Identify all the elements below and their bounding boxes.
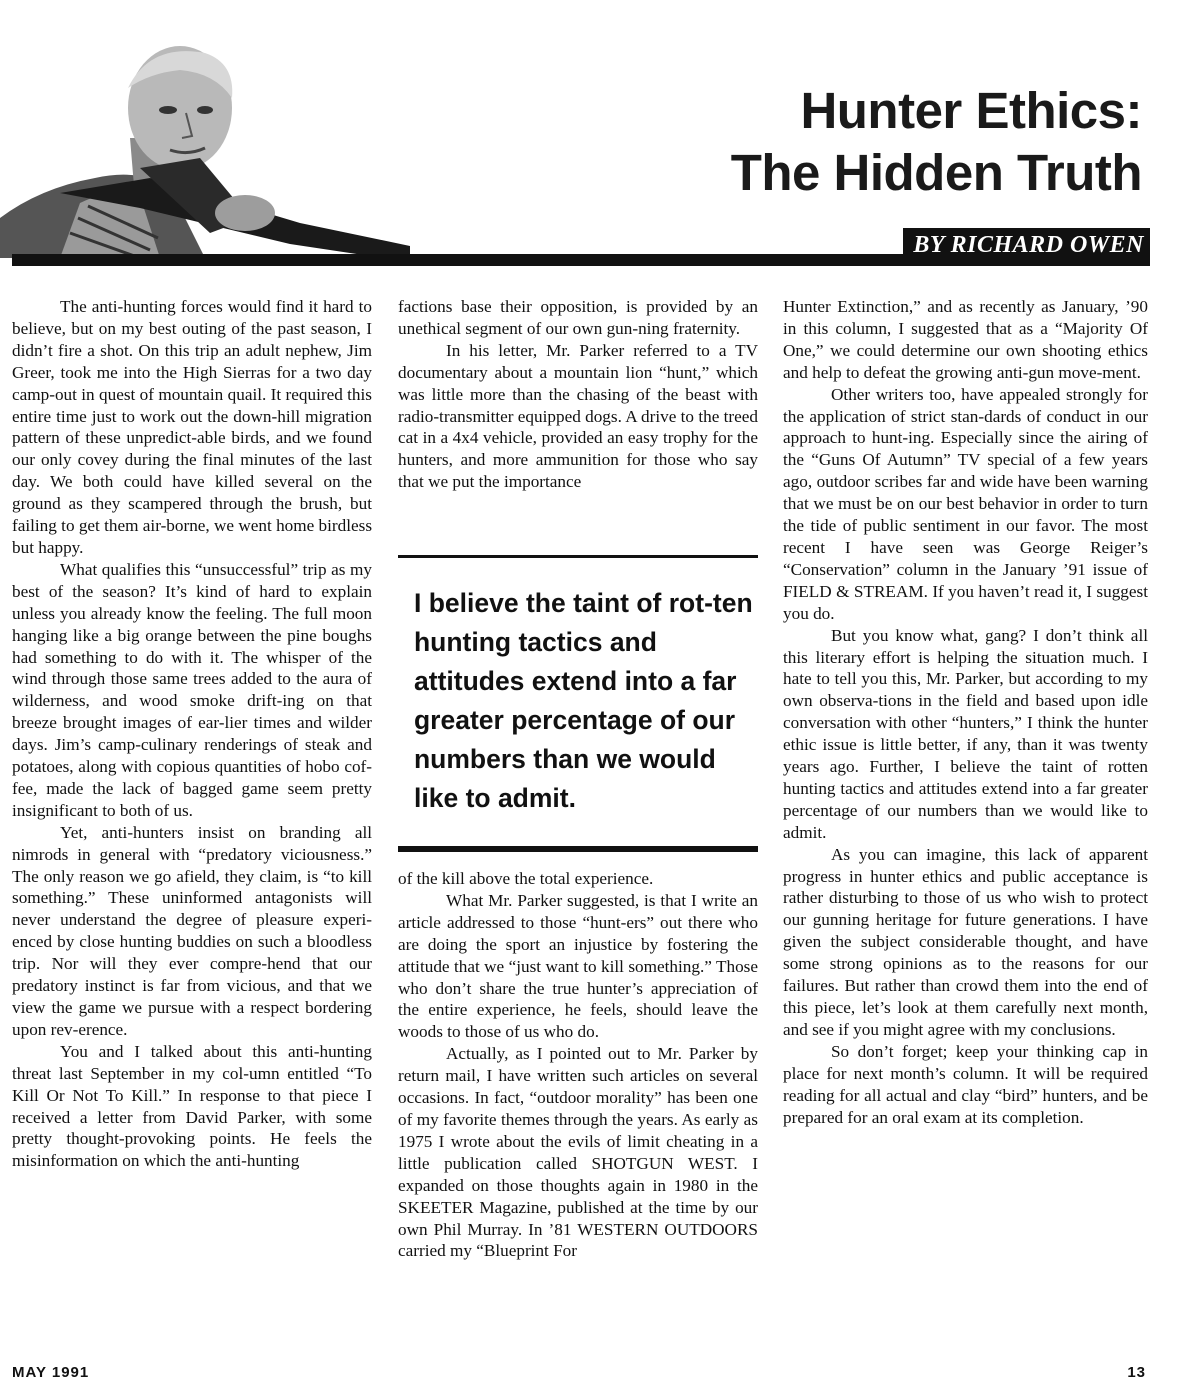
page-number: 13	[1127, 1364, 1146, 1381]
title-line-1: Hunter Ethics:	[800, 82, 1142, 139]
paragraph: of the kill above the total experience.	[398, 869, 654, 888]
paragraph: Actually, as I pointed out to Mr. Parker by return mail, I have written such articles on several occasions. In fact, “outdoor morality” has been one of my favorite themes through the years. As early as 1975 I wrote about the evils of limit cheating in a little publication called SHOTGUN WEST. I expanded on those thoughts again in 1980 in the SKEETER Magazine, published at the time by our own Phil Murray. In ’81 WESTERN OUTDOORS carried my “Blueprint For	[398, 1044, 758, 1261]
issue-date: MAY 1991	[12, 1364, 90, 1381]
author-photo	[0, 18, 410, 258]
paragraph: In his letter, Mr. Parker referred to a TV documentary about a mountain lion “hunt,” which was little more than the chasing of the beast with radio-transmitter equipped dogs. A drive to the treed cat in a 4x4 vehicle, provided an easy trophy for the hunters, and more ammunition for those who say that we put the importance	[398, 340, 758, 492]
pullquote-bottom-rule	[398, 846, 758, 852]
paragraph: What Mr. Parker suggested, is that I write an article addressed to those “hunt-ers” out there who are doing the sport an injustice by fostering the attitude that we “just want to kill something.” Those who don’t share the true hunter’s appreciation of the entire experience, he feels, should leave the woods to those of us who do.	[398, 890, 758, 1042]
pullquote: I believe the taint of rot-ten hunting tactics and attitudes extend into a far greater percentage of our numbers than we would like to admit.	[414, 588, 753, 813]
paragraph: As you can imagine, this lack of apparent progress in hunter ethics and public acceptance is rather disturbing to those of us who wish to protect our gunning heritage for future generations. I have given the subject considerable thought, and have some strong opinions as to the reasons for our failures. But rather than crowd them into the end of this piece, let’s look at them carefully next month, and see if you might agree with my conclusions.	[783, 844, 1148, 1039]
column-3	[783, 296, 1148, 1128]
paragraph: The anti-hunting forces would find it hard to believe, but on my best outing of the past season, I didn’t fire a shot. On this trip an adult nephew, Jim Greer, took me into the High Sierras for a two day camp-out in quest of mountain quail. It required this entire time just to work out the down-hill migration pattern of these unpredict-able birds, and we found our only covey during the final minutes of the last day. We both could have killed several on the ground as they scampered through the brush, but failing to get them air-borne, we went home birdless but happy.	[12, 297, 373, 557]
paragraph: Hunter Extinction,” and as recently as January, ’90 in this column, I suggested that as a “Majority Of One,” we could determine our own shooting ethics and help to defeat the growing anti-gun move-ment.	[783, 297, 1148, 382]
paragraph: Yet, anti-hunters insist on branding all nimrods in general with “predatory viciousness.” The only reason we go afield, they claim, is “to kill something.” These uninformed antagonists will never understand the degree of pleasure experi-enced by close hunting buddies on such a bloodless trip. Nor will they ever compre-hend that our predatory instinct is far from vicious, and that we view the game we pursue with a respect bordering upon rev-erence.	[12, 822, 372, 1039]
paragraph: So don’t forget; keep your thinking cap in place for next month’s column. It will be required reading for all actual and clay “bird” hunters, and be prepared for an oral exam at its completion.	[783, 1041, 1148, 1127]
column-2-bottom	[398, 868, 758, 1262]
paragraph: Other writers too, have appealed strongly for the application of strict stan-dards of conduct in our approach to hunt-ing. Especially since the airing of the “Guns Of Autumn” TV special of a few years ago, outdoor scribes far and wide have been warning that we must be on our best behavior in order to turn the tide of public sentiment in our favor. The most recent I have seen was George Reiger’s “Conservation” column in the January ’91 issue of FIELD & STREAM. If you haven’t read it, I suggest you do.	[783, 384, 1148, 623]
paragraph: factions base their opposition, is provided by an unethical segment of our own gun-ning fraternity.	[398, 297, 758, 338]
paragraph: What qualifies this “unsuccessful” trip as my best of the season? It’s kind of hard to explain unless you already know the feeling. The full moon hanging like a big orange between the pine boughs had something to do with it. The whisper of the wind through those same trees added to the aura of wilderness, and wood smoke drift-ing on that breeze brought images of ear-lier times and wilder days. Jim’s camp-culinary renderings of steak and potatoes, along with copious quantities of hobo cof-fee, made the lack of bagged game seem pretty insignificant to both of us.	[12, 559, 372, 820]
paragraph: You and I talked about this anti-hunting threat last September in my col-umn entitled “To Kill Or Not To Kill.” In response to that piece I received a letter from David Parker, with some pretty thought-provoking points. He feels the misinformation on which the anti-hunting	[12, 1041, 372, 1171]
column-1	[12, 296, 372, 1172]
byline: BY RICHARD OWEN	[903, 228, 1150, 262]
paragraph: But you know what, gang? I don’t think all this literary effort is helping the situation much. I hate to tell you this, Mr. Parker, but according to my own observa-tions in the field and based upon idle conversation with other “hunters,” I think the hunter ethic issue is little better, if any, than it was twenty years ago. Further, I believe the taint of rotten hunting tactics and attitudes extend into a far greater percentage of our numbers than we would like to admit.	[783, 625, 1148, 842]
column-2-top	[398, 296, 758, 493]
article-title	[731, 80, 1142, 204]
title-line-2: The Hidden Truth	[730, 144, 1142, 201]
pullquote-top-rule	[398, 555, 758, 558]
